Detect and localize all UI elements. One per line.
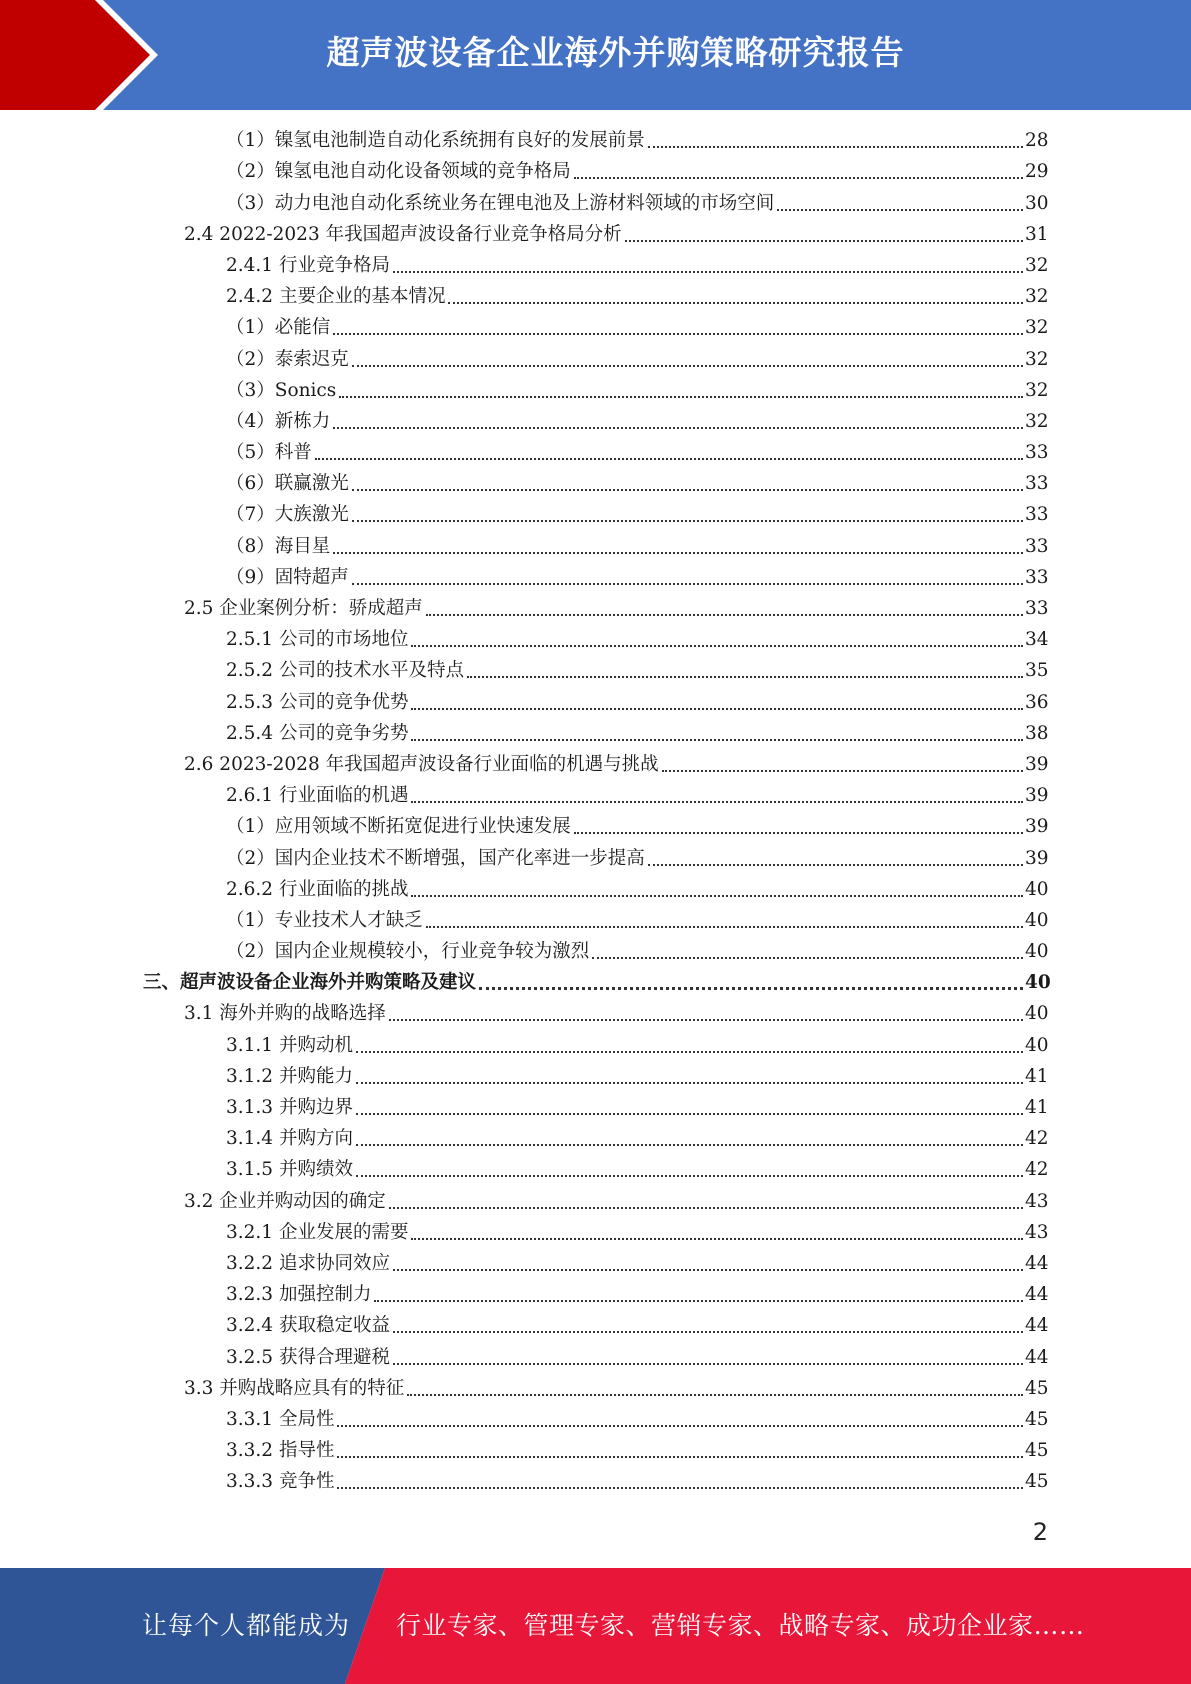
toc-entry-page: 44 — [1025, 1346, 1049, 1368]
toc-entry[interactable] — [226, 844, 1191, 875]
toc-entry-page: 32 — [1025, 254, 1049, 276]
page-number: 2 — [1032, 1518, 1048, 1546]
toc-entry-page: 40 — [1025, 878, 1049, 900]
toc-entry[interactable] — [226, 283, 1191, 314]
toc-entry-page: 28 — [1025, 130, 1049, 152]
dot-leader — [333, 333, 1023, 335]
toc-entry-title: （2）泰索迟克 — [226, 348, 349, 370]
toc-entry-title: 2.5.3 公司的竞争优势 — [226, 691, 409, 713]
toc-entry[interactable] — [226, 907, 1191, 938]
toc-entry-page: 36 — [1025, 691, 1049, 713]
dot-leader — [411, 645, 1023, 647]
toc-entry-title: （5）科普 — [226, 442, 312, 464]
toc-entry-title: 3.2.5 获得合理避税 — [226, 1346, 390, 1368]
toc-entry-title: 2.4.1 行业竞争格局 — [226, 254, 390, 276]
toc-entry-title: （1）镍氢电池制造自动化系统拥有良好的发展前景 — [226, 130, 645, 152]
toc-entry[interactable] — [184, 1187, 1191, 1218]
toc-entry[interactable] — [226, 938, 1191, 969]
toc-entry-page: 40 — [1025, 1003, 1049, 1025]
toc-entry[interactable] — [226, 1437, 1191, 1468]
dot-leader — [333, 427, 1023, 429]
toc-entry-title: （3）Sonics — [226, 379, 337, 401]
toc-entry[interactable] — [226, 377, 1191, 408]
toc-entry[interactable] — [143, 969, 1191, 1000]
toc-entry-page: 33 — [1025, 442, 1049, 464]
dot-leader — [374, 1300, 1023, 1302]
dot-leader — [315, 458, 1023, 460]
toc-entry-title: （1）应用领域不断拓宽促进行业快速发展 — [226, 816, 571, 838]
toc-entry-page: 42 — [1025, 1128, 1049, 1150]
dot-leader — [411, 1238, 1023, 1240]
toc-entry[interactable] — [226, 1312, 1191, 1343]
toc-entry-page: 33 — [1025, 566, 1049, 588]
toc-entry-title: 2.5.4 公司的竞争劣势 — [226, 722, 409, 744]
toc-entry[interactable] — [184, 595, 1191, 626]
toc-entry-title: 3.1.4 并购方向 — [226, 1128, 353, 1150]
toc-entry[interactable] — [184, 1375, 1191, 1406]
dot-leader — [411, 895, 1023, 897]
toc-entry-title: 3.1.5 并购绩效 — [226, 1159, 353, 1181]
toc-entry[interactable] — [226, 408, 1191, 439]
toc-entry-title: （2）镍氢电池自动化设备领域的竞争格局 — [226, 161, 571, 183]
dot-leader — [777, 209, 1023, 211]
toc-entry[interactable] — [226, 1406, 1191, 1437]
dot-leader — [352, 520, 1023, 522]
toc-entry-page: 39 — [1025, 847, 1049, 869]
toc-entry[interactable] — [226, 314, 1191, 345]
toc-entry-page: 43 — [1025, 1190, 1049, 1212]
toc-entry[interactable] — [226, 345, 1191, 376]
dot-leader — [467, 676, 1023, 678]
toc-entry-title: 三、超声波设备企业海外并购策略及建议 — [143, 972, 477, 994]
dot-leader — [337, 1425, 1023, 1427]
toc-entry[interactable] — [226, 1219, 1191, 1250]
toc-entry-page: 45 — [1025, 1377, 1049, 1399]
toc-entry-title: 3.1.1 并购动机 — [226, 1034, 353, 1056]
toc-entry-title: （1）必能信 — [226, 317, 331, 339]
toc-entry[interactable] — [226, 189, 1191, 220]
toc-entry-title: 2.6 2023-2028 年我国超声波设备行业面临的机遇与挑战 — [184, 753, 659, 775]
toc-entry-title: （4）新栋力 — [226, 410, 331, 432]
dot-leader — [393, 1269, 1023, 1271]
toc-entry-page: 39 — [1025, 816, 1049, 838]
toc-entry-page: 45 — [1025, 1471, 1049, 1493]
toc-entry[interactable] — [226, 252, 1191, 283]
toc-entry-page: 44 — [1025, 1315, 1049, 1337]
toc-entry-title: 3.2.4 获取稳定收益 — [226, 1315, 390, 1337]
dot-leader — [407, 1394, 1023, 1396]
dot-leader — [356, 1051, 1023, 1053]
toc-entry-page: 35 — [1025, 660, 1049, 682]
toc-entry-title: （2）国内企业规模较小，行业竞争较为激烈 — [226, 941, 590, 963]
toc-entry-page: 40 — [1025, 941, 1049, 963]
footer-slogan-right: 行业专家、管理专家、营销专家、战略专家、成功企业家…… — [396, 1611, 1085, 1640]
dot-leader — [333, 552, 1023, 554]
toc-entry-title: 2.5 企业案例分析：骄成超声 — [184, 598, 423, 619]
dot-leader — [592, 957, 1023, 959]
toc-entry-title: （9）固特超声 — [226, 566, 349, 588]
dot-leader — [356, 1144, 1023, 1146]
toc-entry[interactable] — [226, 564, 1191, 595]
dot-leader — [337, 1456, 1023, 1458]
toc-entry[interactable] — [184, 751, 1191, 782]
toc-entry[interactable] — [226, 1031, 1191, 1062]
toc-entry-page: 43 — [1025, 1221, 1049, 1243]
page-header — [0, 0, 1191, 110]
toc-entry[interactable] — [226, 1094, 1191, 1125]
toc-entry-page: 31 — [1025, 223, 1049, 245]
dot-leader — [426, 926, 1023, 928]
dot-leader — [389, 1207, 1023, 1209]
table-of-contents — [0, 127, 1191, 1499]
dot-leader — [411, 739, 1023, 741]
toc-entry[interactable] — [226, 127, 1191, 158]
footer-slogan-left: 让每个人都能成为 — [142, 1611, 351, 1640]
toc-entry-title: 3.3.2 指导性 — [226, 1440, 335, 1462]
dot-leader — [356, 1113, 1023, 1115]
toc-entry-title: （6）联赢激光 — [226, 473, 349, 495]
toc-entry-page: 38 — [1025, 722, 1049, 744]
toc-entry[interactable] — [226, 501, 1191, 532]
toc-entry-title: （2）国内企业技术不断增强，国产化率进一步提高 — [226, 847, 645, 869]
dot-leader — [411, 801, 1023, 803]
toc-entry[interactable] — [226, 782, 1191, 813]
dot-leader — [662, 770, 1023, 772]
dot-leader — [352, 583, 1023, 585]
toc-entry-title: 2.4 2022-2023 年我国超声波设备行业竞争格局分析 — [184, 223, 622, 245]
toc-entry[interactable] — [226, 720, 1191, 751]
toc-entry[interactable] — [226, 439, 1191, 470]
toc-entry-title: 3.2.2 追求协同效应 — [226, 1252, 390, 1274]
toc-entry-title: 3.2.3 加强控制力 — [226, 1284, 372, 1306]
toc-entry-page: 44 — [1025, 1284, 1049, 1306]
dot-leader — [356, 1082, 1023, 1084]
dot-leader — [356, 1175, 1023, 1177]
dot-leader — [648, 864, 1023, 866]
toc-entry-title: 3.2.1 企业发展的需要 — [226, 1221, 409, 1243]
toc-entry-page: 33 — [1025, 504, 1049, 526]
toc-entry-page: 45 — [1025, 1408, 1049, 1430]
toc-entry-title: 3.3 并购战略应具有的特征 — [184, 1377, 405, 1399]
toc-entry-page: 41 — [1025, 1065, 1049, 1087]
toc-entry-title: 3.3.1 全局性 — [226, 1408, 335, 1430]
toc-entry-page: 30 — [1025, 192, 1049, 214]
toc-entry[interactable] — [226, 688, 1191, 719]
toc-entry[interactable] — [226, 532, 1191, 563]
toc-entry-page: 33 — [1025, 598, 1049, 619]
toc-entry-title: 2.5.2 公司的技术水平及特点 — [226, 660, 464, 682]
dot-leader — [448, 302, 1023, 304]
page-footer — [0, 1568, 1191, 1684]
toc-entry-page: 40 — [1025, 972, 1051, 994]
toc-entry-title: 3.1 海外并购的战略选择 — [184, 1003, 386, 1025]
dot-leader — [339, 396, 1023, 398]
dot-leader — [389, 1019, 1023, 1021]
toc-entry-page: 32 — [1025, 410, 1049, 432]
toc-entry-page: 39 — [1025, 753, 1049, 775]
dot-leader — [625, 240, 1023, 242]
toc-entry-page: 40 — [1025, 909, 1049, 931]
toc-entry-title: 3.2 企业并购动因的确定 — [184, 1190, 386, 1212]
toc-entry-title: 3.1.2 并购能力 — [226, 1065, 353, 1087]
toc-entry[interactable] — [226, 876, 1191, 907]
toc-entry-page: 41 — [1025, 1097, 1049, 1118]
dot-leader — [393, 1331, 1023, 1333]
toc-entry[interactable] — [226, 657, 1191, 688]
toc-entry-title: （7）大族激光 — [226, 504, 349, 526]
toc-entry[interactable] — [226, 1281, 1191, 1312]
toc-entry-page: 32 — [1025, 317, 1049, 339]
toc-entry[interactable] — [226, 470, 1191, 501]
toc-entry-title: 2.5.1 公司的市场地位 — [226, 629, 409, 651]
toc-entry-page: 45 — [1025, 1440, 1049, 1462]
toc-entry-page: 34 — [1025, 629, 1049, 651]
dot-leader — [411, 708, 1023, 710]
toc-entry-title: 2.6.2 行业面临的挑战 — [226, 878, 409, 900]
toc-entry-page: 40 — [1025, 1034, 1049, 1056]
dot-leader — [479, 987, 1023, 990]
toc-entry[interactable] — [184, 221, 1191, 252]
toc-entry-page: 42 — [1025, 1159, 1049, 1181]
dot-leader — [648, 146, 1023, 148]
dot-leader — [337, 1487, 1023, 1489]
toc-entry-title: 3.3.3 竞争性 — [226, 1471, 335, 1493]
toc-entry[interactable] — [226, 1063, 1191, 1094]
toc-entry-title: 2.4.2 主要企业的基本情况 — [226, 286, 446, 308]
toc-entry-title: （8）海目星 — [226, 535, 331, 557]
dot-leader — [352, 489, 1023, 491]
dot-leader — [393, 1363, 1023, 1365]
toc-entry[interactable] — [226, 158, 1191, 189]
toc-entry[interactable] — [226, 813, 1191, 844]
toc-entry[interactable] — [226, 1156, 1191, 1187]
toc-entry-page: 29 — [1025, 161, 1049, 183]
toc-entry-title: （3）动力电池自动化系统业务在锂电池及上游材料领域的市场空间 — [226, 192, 775, 214]
toc-entry[interactable] — [226, 1125, 1191, 1156]
dot-leader — [574, 177, 1023, 179]
toc-entry[interactable] — [226, 626, 1191, 657]
report-title: 超声波设备企业海外并购策略研究报告 — [326, 33, 905, 72]
toc-entry-title: 3.1.3 并购边界 — [226, 1097, 353, 1118]
toc-entry-page: 32 — [1025, 286, 1049, 308]
toc-entry-page: 39 — [1025, 785, 1049, 807]
dot-leader — [352, 365, 1023, 367]
toc-entry-page: 44 — [1025, 1252, 1049, 1274]
toc-entry-page: 32 — [1025, 348, 1049, 370]
toc-entry-page: 33 — [1025, 473, 1049, 495]
dot-leader — [574, 832, 1023, 834]
toc-entry-title: 2.6.1 行业面临的机遇 — [226, 785, 409, 807]
toc-entry[interactable] — [226, 1468, 1191, 1499]
toc-entry-page: 32 — [1025, 379, 1049, 401]
toc-entry-page: 33 — [1025, 535, 1049, 557]
toc-entry[interactable] — [226, 1250, 1191, 1281]
dot-leader — [393, 271, 1023, 273]
dot-leader — [426, 614, 1023, 616]
toc-entry[interactable] — [184, 1000, 1191, 1031]
toc-entry[interactable] — [226, 1343, 1191, 1374]
toc-entry-title: （1）专业技术人才缺乏 — [226, 909, 423, 931]
